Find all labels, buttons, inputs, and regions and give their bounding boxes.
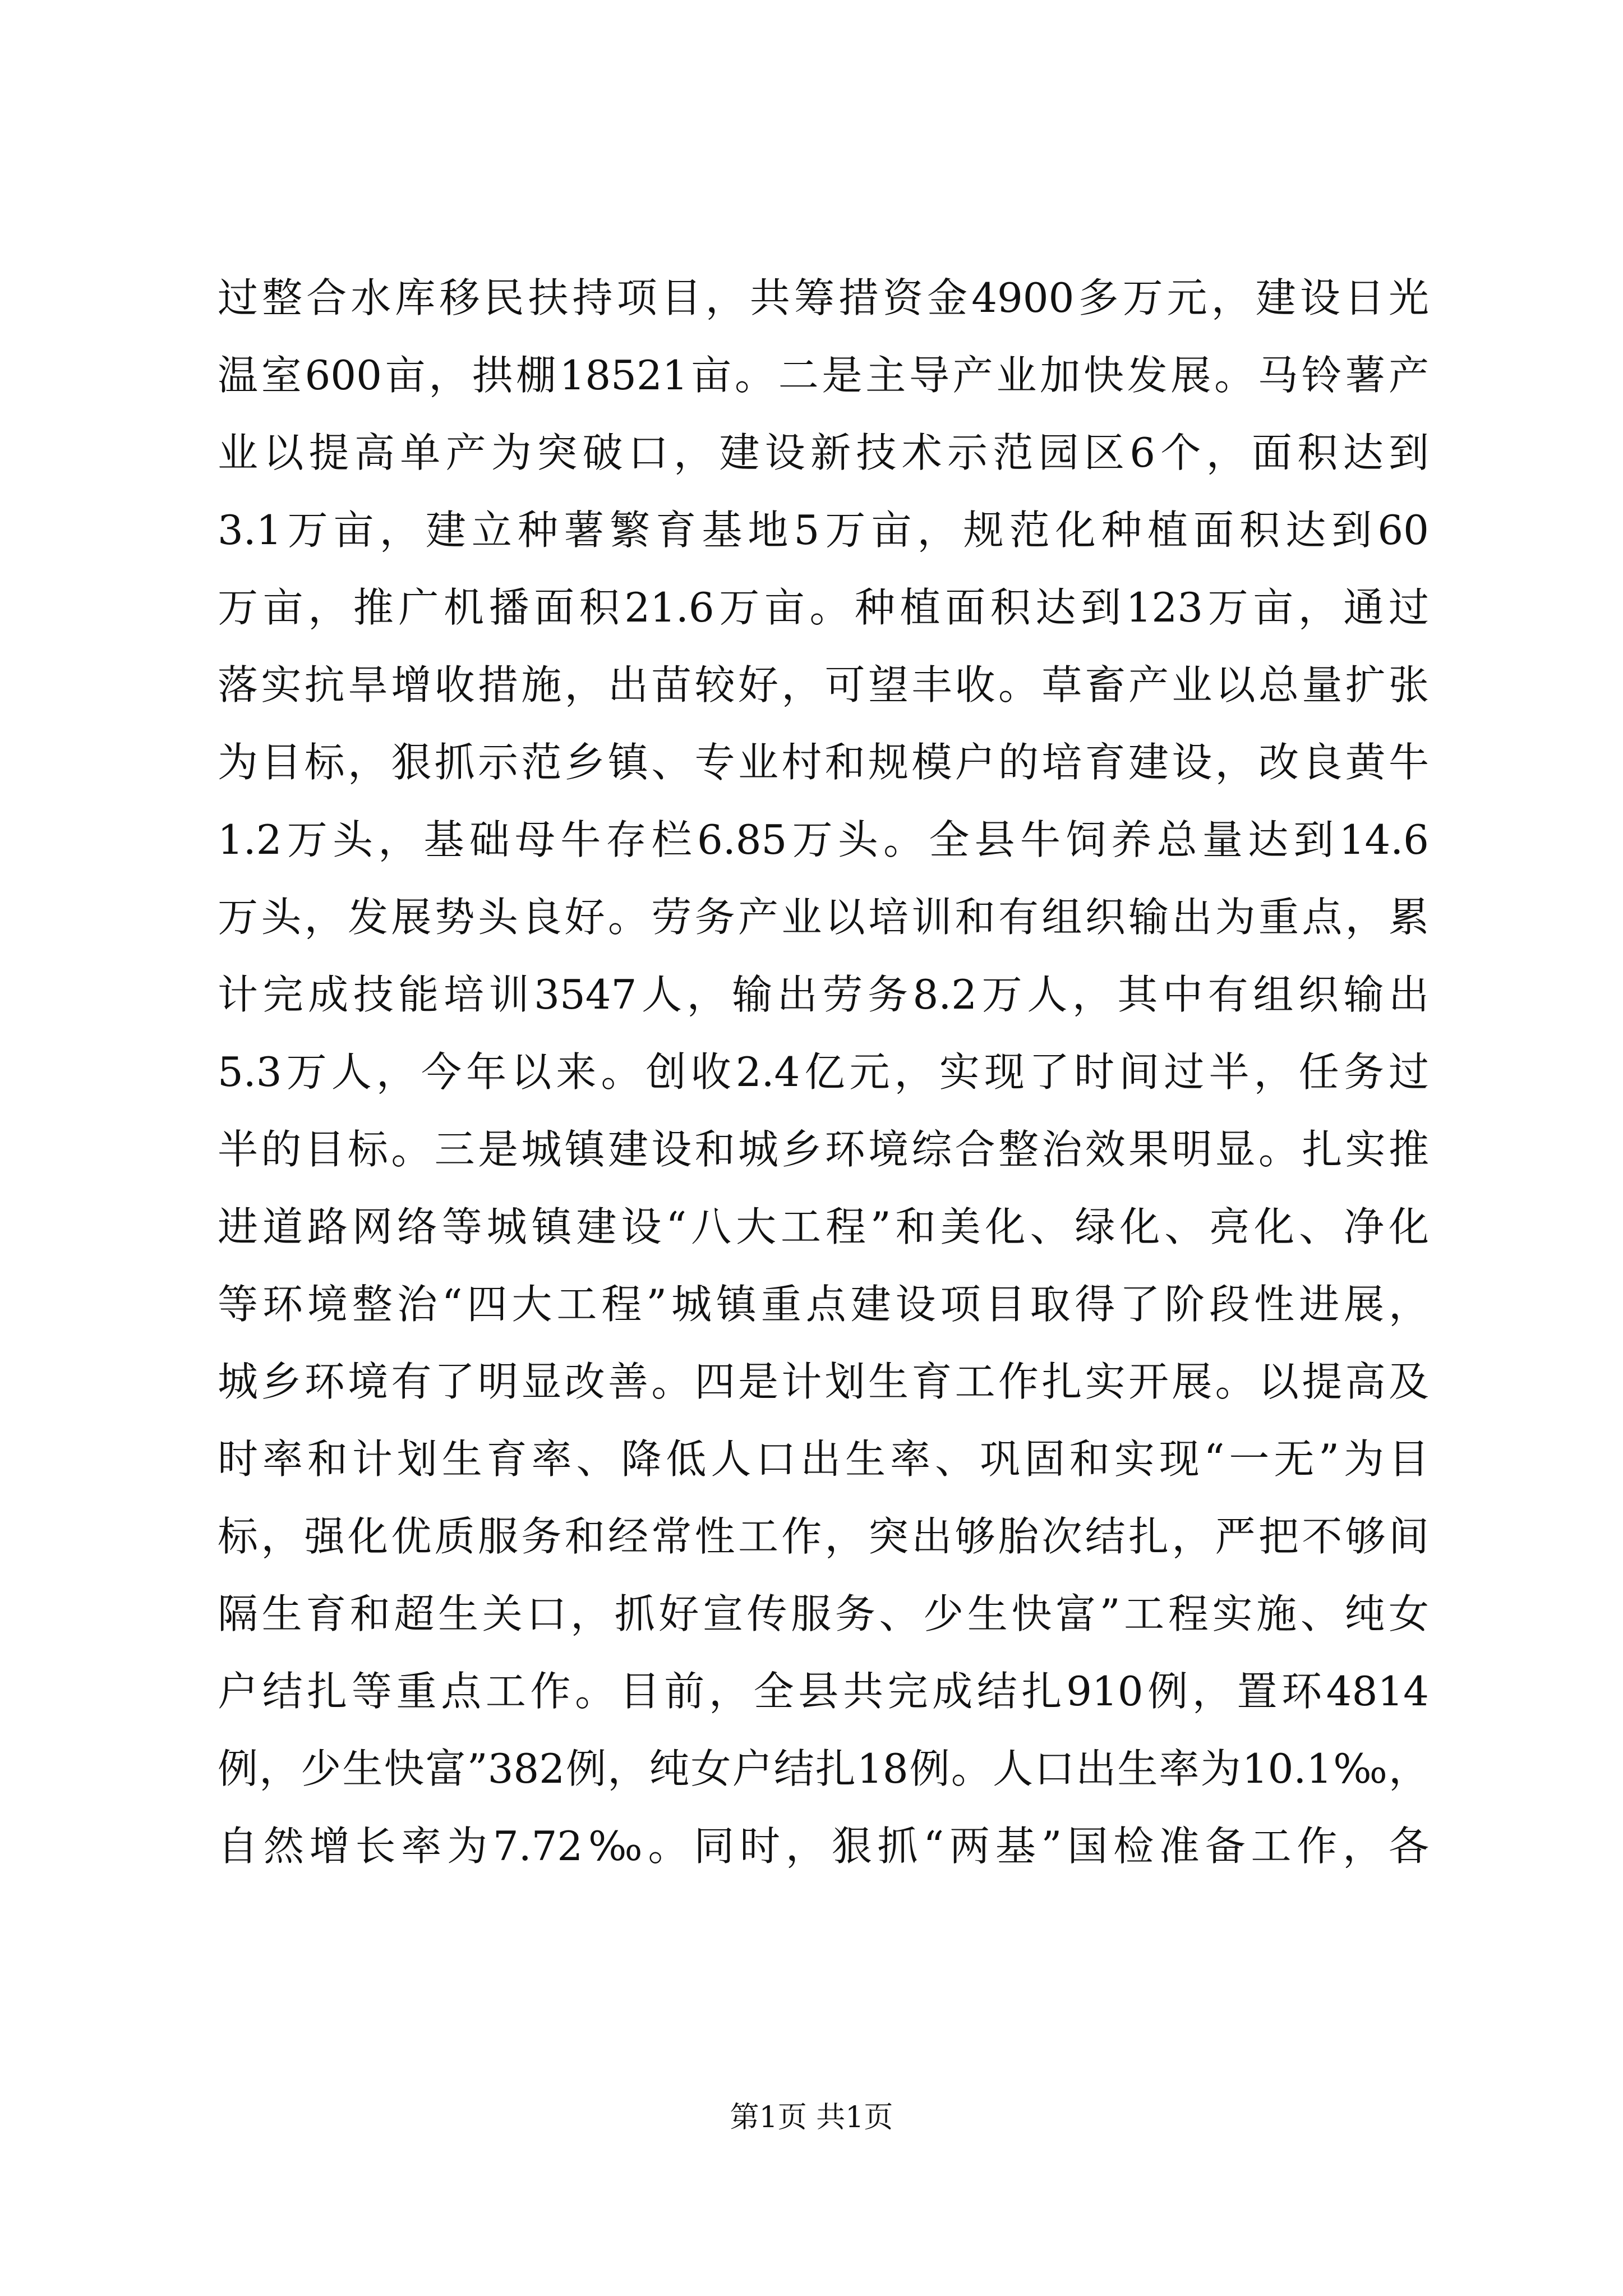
text-line: 进道路网络等城镇建设“八大工程”和美化、绿化、亮化、净化 [218, 1203, 1429, 1250]
text-line: 城乡环境有了明显改善。四是计划生育工作扎实开展。以提高及 [218, 1358, 1429, 1405]
text-line: 时率和计划生育率、降低人口出生率、巩固和实现“一无”为目 [218, 1435, 1429, 1483]
page-footer: 第1页 共1页 [730, 2101, 893, 2134]
text-line: 温室600亩，拱棚18521亩。二是主导产业加快发展。马铃薯产 [218, 352, 1429, 399]
text-line: 自然增长率为7.72‰。同时，狠抓“两基”国检准备工作，各 [218, 1823, 1429, 1870]
text-line: 过整合水库移民扶持项目，共筹措资金4900多万元，建设日光 [218, 274, 1429, 321]
text-line: 户结扎等重点工作。目前，全县共完成结扎910例，置环4814 [218, 1668, 1429, 1715]
text-line: 半的目标。三是城镇建设和城乡环境综合整治效果明显。扎实推 [218, 1126, 1429, 1173]
text-line: 隔生育和超生关口，抓好宣传服务、少生快富”工程实施、纯女 [218, 1590, 1429, 1637]
text-line: 落实抗旱增收措施，出苗较好，可望丰收。草畜产业以总量扩张 [218, 661, 1429, 708]
text-line: 3.1万亩，建立种薯繁育基地5万亩，规范化种植面积达到60 [218, 507, 1429, 554]
text-line: 万亩，推广机播面积21.6万亩。种植面积达到123万亩，通过 [218, 584, 1429, 631]
text-line: 标，强化优质服务和经常性工作，突出够胎次结扎，严把不够间 [218, 1513, 1429, 1560]
text-line: 等环境整治“四大工程”城镇重点建设项目取得了阶段性进展， [218, 1281, 1429, 1328]
text-line: 万头，发展势头良好。劳务产业以培训和有组织输出为重点，累 [218, 894, 1429, 941]
text-line: 为目标，狠抓示范乡镇、专业村和规模户的培育建设，改良黄牛 [218, 739, 1429, 786]
text-line: 例，少生快富”382例，纯女户结扎18例。人口出生率为10.1‰， [218, 1745, 1429, 1792]
text-line: 业以提高单产为突破口，建设新技术示范园区6个，面积达到 [218, 429, 1429, 476]
text-line: 1.2万头，基础母牛存栏6.85万头。全县牛饲养总量达到14.6 [218, 816, 1429, 863]
text-line: 5.3万人，今年以来。创收2.4亿元，实现了时间过半，任务过 [218, 1048, 1429, 1096]
text-line: 计完成技能培训3547人，输出劳务8.2万人，其中有组织输出 [218, 971, 1429, 1018]
